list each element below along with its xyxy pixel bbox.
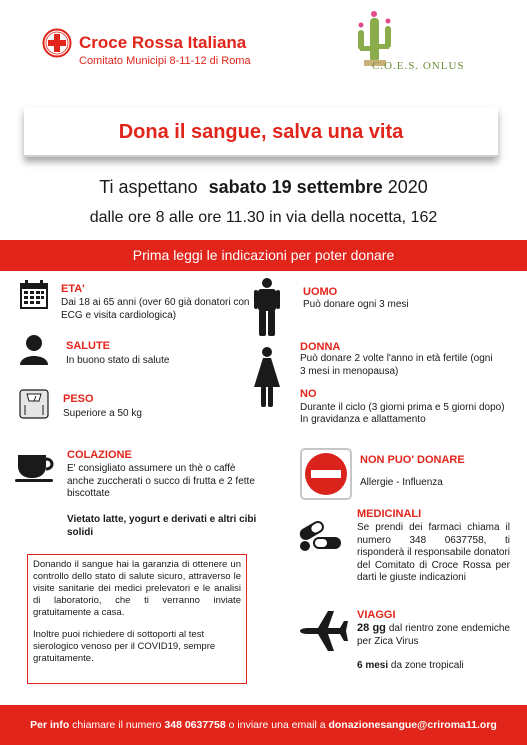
woman-icon	[254, 347, 280, 407]
event-pre: Ti aspettano	[99, 177, 198, 197]
viaggi-text-2	[357, 660, 464, 673]
viaggi-desc-2: da zone tropicali	[390, 660, 464, 671]
no-entry-icon	[300, 448, 352, 500]
footer-phone[interactable]: 348 0637758	[164, 719, 226, 731]
peso-text: Superiore a 50 kg	[63, 408, 142, 419]
partner-name: C.O.E.S. ONLUS	[372, 60, 465, 72]
donna-title: DONNA	[300, 341, 341, 353]
salute-title: SALUTE	[66, 340, 110, 352]
footer-mid: chiamare il numero	[72, 719, 162, 731]
footer-email[interactable]: donazionesangue@criroma11.org	[328, 719, 497, 731]
event-time-place: dalle ore 8 alle ore 11.30 in via della nocetta, 162	[89, 209, 438, 226]
footer-pre: Per info	[30, 719, 70, 731]
viaggi-bold-2: 6 mesi	[357, 660, 389, 671]
coffee-cup-icon	[15, 452, 57, 482]
footer-text	[0, 705, 527, 745]
medicinali-text: Se prendi dei farmaci chiama il numero 348 0637758, ti risponderà il responsabile donatori del Comitato di Croce Rossa per darti le giuste indicazioni	[357, 522, 510, 583]
no-title: NO	[300, 388, 317, 400]
cactus-icon	[350, 8, 400, 68]
salute-text: In buono stato di salute	[66, 355, 170, 366]
eta-text: Dai 18 ai 65 anni (over 60 già donatori con ECG e visita cardiologica)	[61, 297, 250, 321]
man-icon	[254, 278, 280, 336]
peso-title: PESO	[63, 393, 94, 405]
viaggi-text-1	[357, 622, 510, 648]
nonpuoi-text: Allergie - Influenza	[360, 477, 443, 488]
org-name: Croce Rossa Italiana	[79, 33, 247, 52]
no-line-2: In gravidanza e allattamento	[300, 414, 426, 425]
info-strip	[0, 240, 527, 271]
uomo-text: Può donare ogni 3 mesi	[303, 299, 409, 310]
cri-logo	[42, 28, 72, 58]
eta-title: ETA'	[61, 283, 85, 295]
viaggi-title: VIAGGI	[357, 609, 396, 621]
covid-text: Inoltre puoi richiedere di sottoporti al test sierologico venoso per il COVID19, sempre gratuitamente.	[33, 629, 216, 664]
nonpuoi-title: NON PUO' DONARE	[360, 454, 465, 466]
org-subtitle: Comitato Municipi 8-11-12 di Roma	[79, 55, 251, 67]
medicinali-title: MEDICINALI	[357, 508, 422, 520]
benefits-box	[27, 554, 247, 684]
uomo-title: UOMO	[303, 286, 338, 298]
person-bust-icon	[18, 333, 50, 365]
event-date-line	[0, 177, 527, 198]
footer-mid2: o inviare una email a	[228, 719, 326, 731]
pills-icon	[297, 519, 345, 553]
calendar-icon	[19, 280, 49, 310]
strip-label: Prima leggi le indicazioni per poter donare	[132, 247, 395, 263]
event-year: 2020	[387, 177, 428, 197]
title-banner	[24, 107, 498, 157]
airplane-icon	[298, 609, 348, 653]
benefits-text: Donando il sangue hai la garanzia di ottenere un controllo dello stato di salute sicuro, attraverso le visite sanitarie dei medici prelevatori e le analisi di laboratorio, che ti verranno inviate gratuitamente a casa.	[33, 559, 241, 618]
footer-bar	[0, 705, 527, 745]
colazione-title: COLAZIONE	[67, 449, 132, 461]
colazione-warning: Vietato latte, yogurt e derivati e altri cibi solidi	[67, 514, 257, 538]
scale-icon	[19, 389, 49, 419]
viaggi-desc-1: dal rientro zone endemiche per Zica Virus	[357, 623, 510, 647]
page-title: Dona il sangue, salva una vita	[118, 121, 404, 143]
colazione-text: E' consigliato assumere un thè o caffè anche zuccherati o succo di frutta e 2 fette biscottate	[67, 463, 255, 499]
coes-logo	[350, 8, 400, 68]
viaggi-bold-1: 28 gg	[357, 622, 386, 634]
red-cross-icon	[42, 28, 72, 58]
donna-text: Può donare 2 volte l'anno in età fertile (ogni 3 mesi in menopausa)	[300, 353, 493, 377]
event-date: sabato 19 settembre	[208, 177, 383, 197]
no-line-1: Durante il ciclo (3 giorni prima e 5 giorni dopo)	[300, 402, 505, 413]
